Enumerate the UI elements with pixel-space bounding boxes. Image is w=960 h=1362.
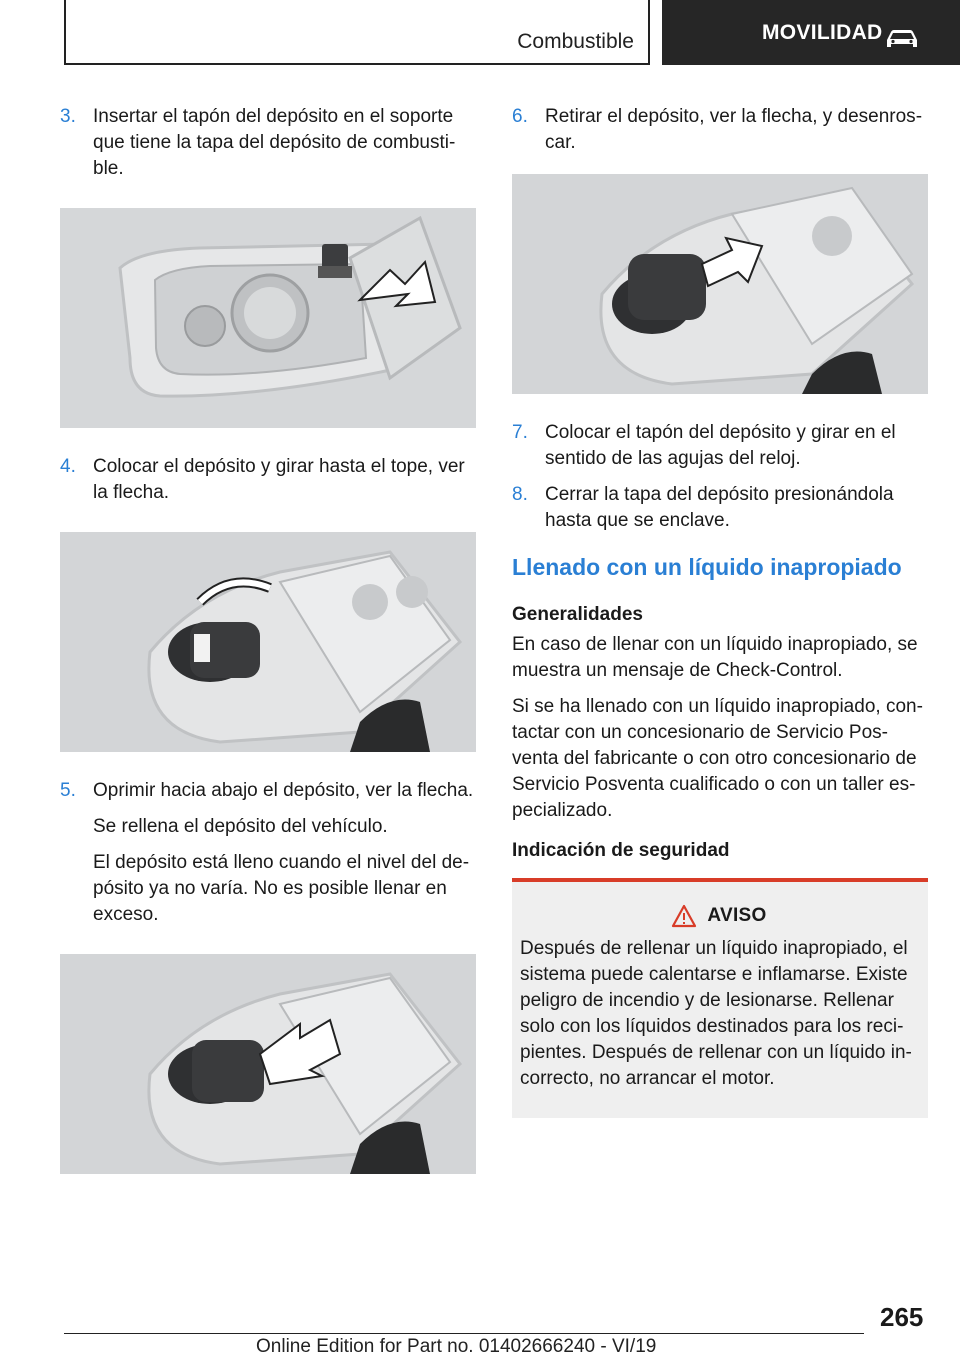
chapter-tab <box>662 0 960 65</box>
step-6 <box>512 104 928 156</box>
step-5 <box>60 778 476 804</box>
footer-edition: Online Edition for Part no. 01402666240 - VI/19 <box>256 1336 657 1357</box>
warning-title-row <box>520 904 918 928</box>
step-3 <box>60 104 476 182</box>
step-5-note-2: El depósito está lleno cuando el nivel del depósito ya no varía. No es posible llenar en exceso. <box>93 852 470 925</box>
step-5-note-1: Se rellena el depósito del vehículo. <box>93 816 388 837</box>
figure-remove-container <box>512 174 928 394</box>
step-8 <box>512 482 928 534</box>
figure-cap-holder <box>60 208 476 428</box>
general-paragraph-1: En caso de llenar con un líquido inapropiado, se muestra un mensaje de Check-Control. <box>512 634 918 681</box>
car-icon <box>884 28 920 50</box>
header-frame <box>64 0 650 65</box>
section-title: Combustible <box>517 30 634 53</box>
right-column <box>512 104 928 1118</box>
step-text: Cerrar la tapa del depósito presionándola hasta que se enclave. <box>545 484 894 531</box>
step-text: Colocar el depósito y girar hasta el tope, ver la flecha. <box>93 456 465 503</box>
step-text: Colocar el tapón del depósito y girar en el sentido de las agujas del reloj. <box>545 422 896 469</box>
step-number: 7. <box>512 422 528 443</box>
step-number: 6. <box>512 106 528 127</box>
section-heading: Llenado con un líquido inapropiado <box>512 554 902 580</box>
warning-text: Después de rellenar un líquido inapropiado, el sistema puede calentarse e inflamarse. Existe peligro de incendio y de lesionarse. Rellenar solo con los líquidos destinados para los recipientes. Después de rellenar con un líquido incorrecto, no arrancar el motor. <box>520 938 912 1089</box>
step-text: Oprimir hacia abajo el depósito, ver la flecha. <box>93 780 474 801</box>
step-number: 5. <box>60 780 76 801</box>
step-7 <box>512 420 928 472</box>
safety-heading: Indicación de seguridad <box>512 840 730 861</box>
step-number: 3. <box>60 106 76 127</box>
general-heading: Generalidades <box>512 604 643 625</box>
warning-box <box>512 878 928 1118</box>
step-number: 4. <box>60 456 76 477</box>
warning-title: AVISO <box>707 905 767 926</box>
figure-rotate-container <box>60 532 476 752</box>
general-paragraph-2: Si se ha llenado con un líquido inapropiado, contactar con un concesionario de Servicio Posventa del fabricante o con otro concesionario de Servicio Posventa cualificado o con un taller especializado. <box>512 696 923 821</box>
left-column <box>60 104 476 1200</box>
step-number: 8. <box>512 484 528 505</box>
chapter-title: MOVILIDAD <box>762 20 883 44</box>
step-text: Retirar el depósito, ver la flecha, y desenroscar. <box>545 106 923 153</box>
step-4 <box>60 454 476 506</box>
step-text: Insertar el tapón del depósito en el soporte que tiene la tapa del depósito de combustible. <box>93 106 456 179</box>
figure-press-container <box>60 954 476 1174</box>
footer-divider <box>64 1333 864 1334</box>
page-number: 265 <box>880 1302 924 1332</box>
warning-triangle-icon <box>671 904 697 928</box>
